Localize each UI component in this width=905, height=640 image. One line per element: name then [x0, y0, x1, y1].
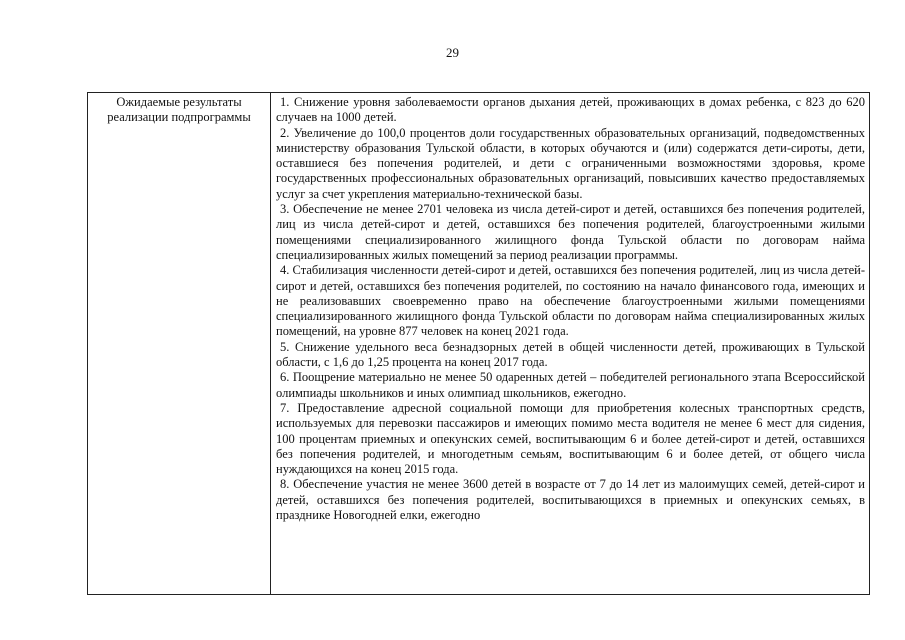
result-item-1: 1. Снижение уровня заболеваемости органов дыхания детей, проживающих в домах ребенка, с 823 до 620 случаев на 1000 детей. [276, 95, 865, 125]
result-item-5: 5. Снижение удельного веса безнадзорных детей в общей численности детей, проживающих в Тульской области, с 1,6 до 1,25 процента на конец 2017 года. [276, 339, 865, 370]
row-content-cell [271, 93, 870, 595]
row-label-cell [88, 93, 271, 595]
result-item-6: 6. Поощрение материально не менее 50 одаренных детей – победителей регионального этапа Всероссийской олимпиады школьников и иных олимпиад школьников, ежегодно. [276, 370, 865, 400]
result-item-3: 3. Обеспечение не менее 2701 человека из числа детей-сирот и детей, оставшихся без попечения родителей, лиц из числа детей-сирот и детей, оставшихся без попечения родителей, благоустроенными жилыми помещениями специализированного жилищного фонда Тульской области по договорам найма специализированных жилых помещений за период реализации программы. [276, 202, 865, 262]
result-item-2: 2. Увеличение до 100,0 процентов доли государственных образовательных организаций, подведомственных министерству образования Тульской области, в которых обучаются и (или) содержатся дети-сироты, дети, оставшиеся без попечения родителей, и дети с ограниченными возможностями здоровья, кроме государственных профессиональных образовательных организаций, повысивших качество предоставляемых услуг за счет укрепления материально-технической базы. [276, 125, 865, 201]
results-table [87, 92, 870, 595]
result-item-8: 8. Обеспечение участия не менее 3600 детей в возрасте от 7 до 14 лет из малоимущих семей, детей-сирот и детей, оставшихся без попечения родителей, воспитывающихся в приемных и опекунских семьях, в празднике Новогодней елки, ежегодно [276, 477, 865, 523]
result-item-4: 4. Стабилизация численности детей-сирот и детей, оставшихся без попечения родителей, лиц из числа детей-сирот и детей, оставшихся без попечения родителей, по состоянию на начало финансового года, имеющих и не реализовавших своевременно право на обеспечение благоустроенными жилыми помещениями специализированного жилищного фонда Тульской области по договорам найма специализированных жилых помещений, на уровне 877 человек на конец 2021 года. [276, 263, 865, 339]
row-label: Ожидаемые результаты реализации подпрограммы [107, 95, 251, 124]
result-item-7: 7. Предоставление адресной социальной помощи для приобретения колесных транспортных средств, используемых для перевозки пассажиров и имеющих помимо места водителя не менее 6 мест для сидения, 100 процентам приемных и опекунских семей, воспитывающим 6 и более детей-сирот и детей, оставшихся без попечения родителей, и многодетным семьям, воспитывающим 6 и более детей, от общего числа нуждающихся на конец 2015 года. [276, 400, 865, 477]
table-row [88, 93, 870, 595]
page-number: 29 [446, 45, 459, 60]
